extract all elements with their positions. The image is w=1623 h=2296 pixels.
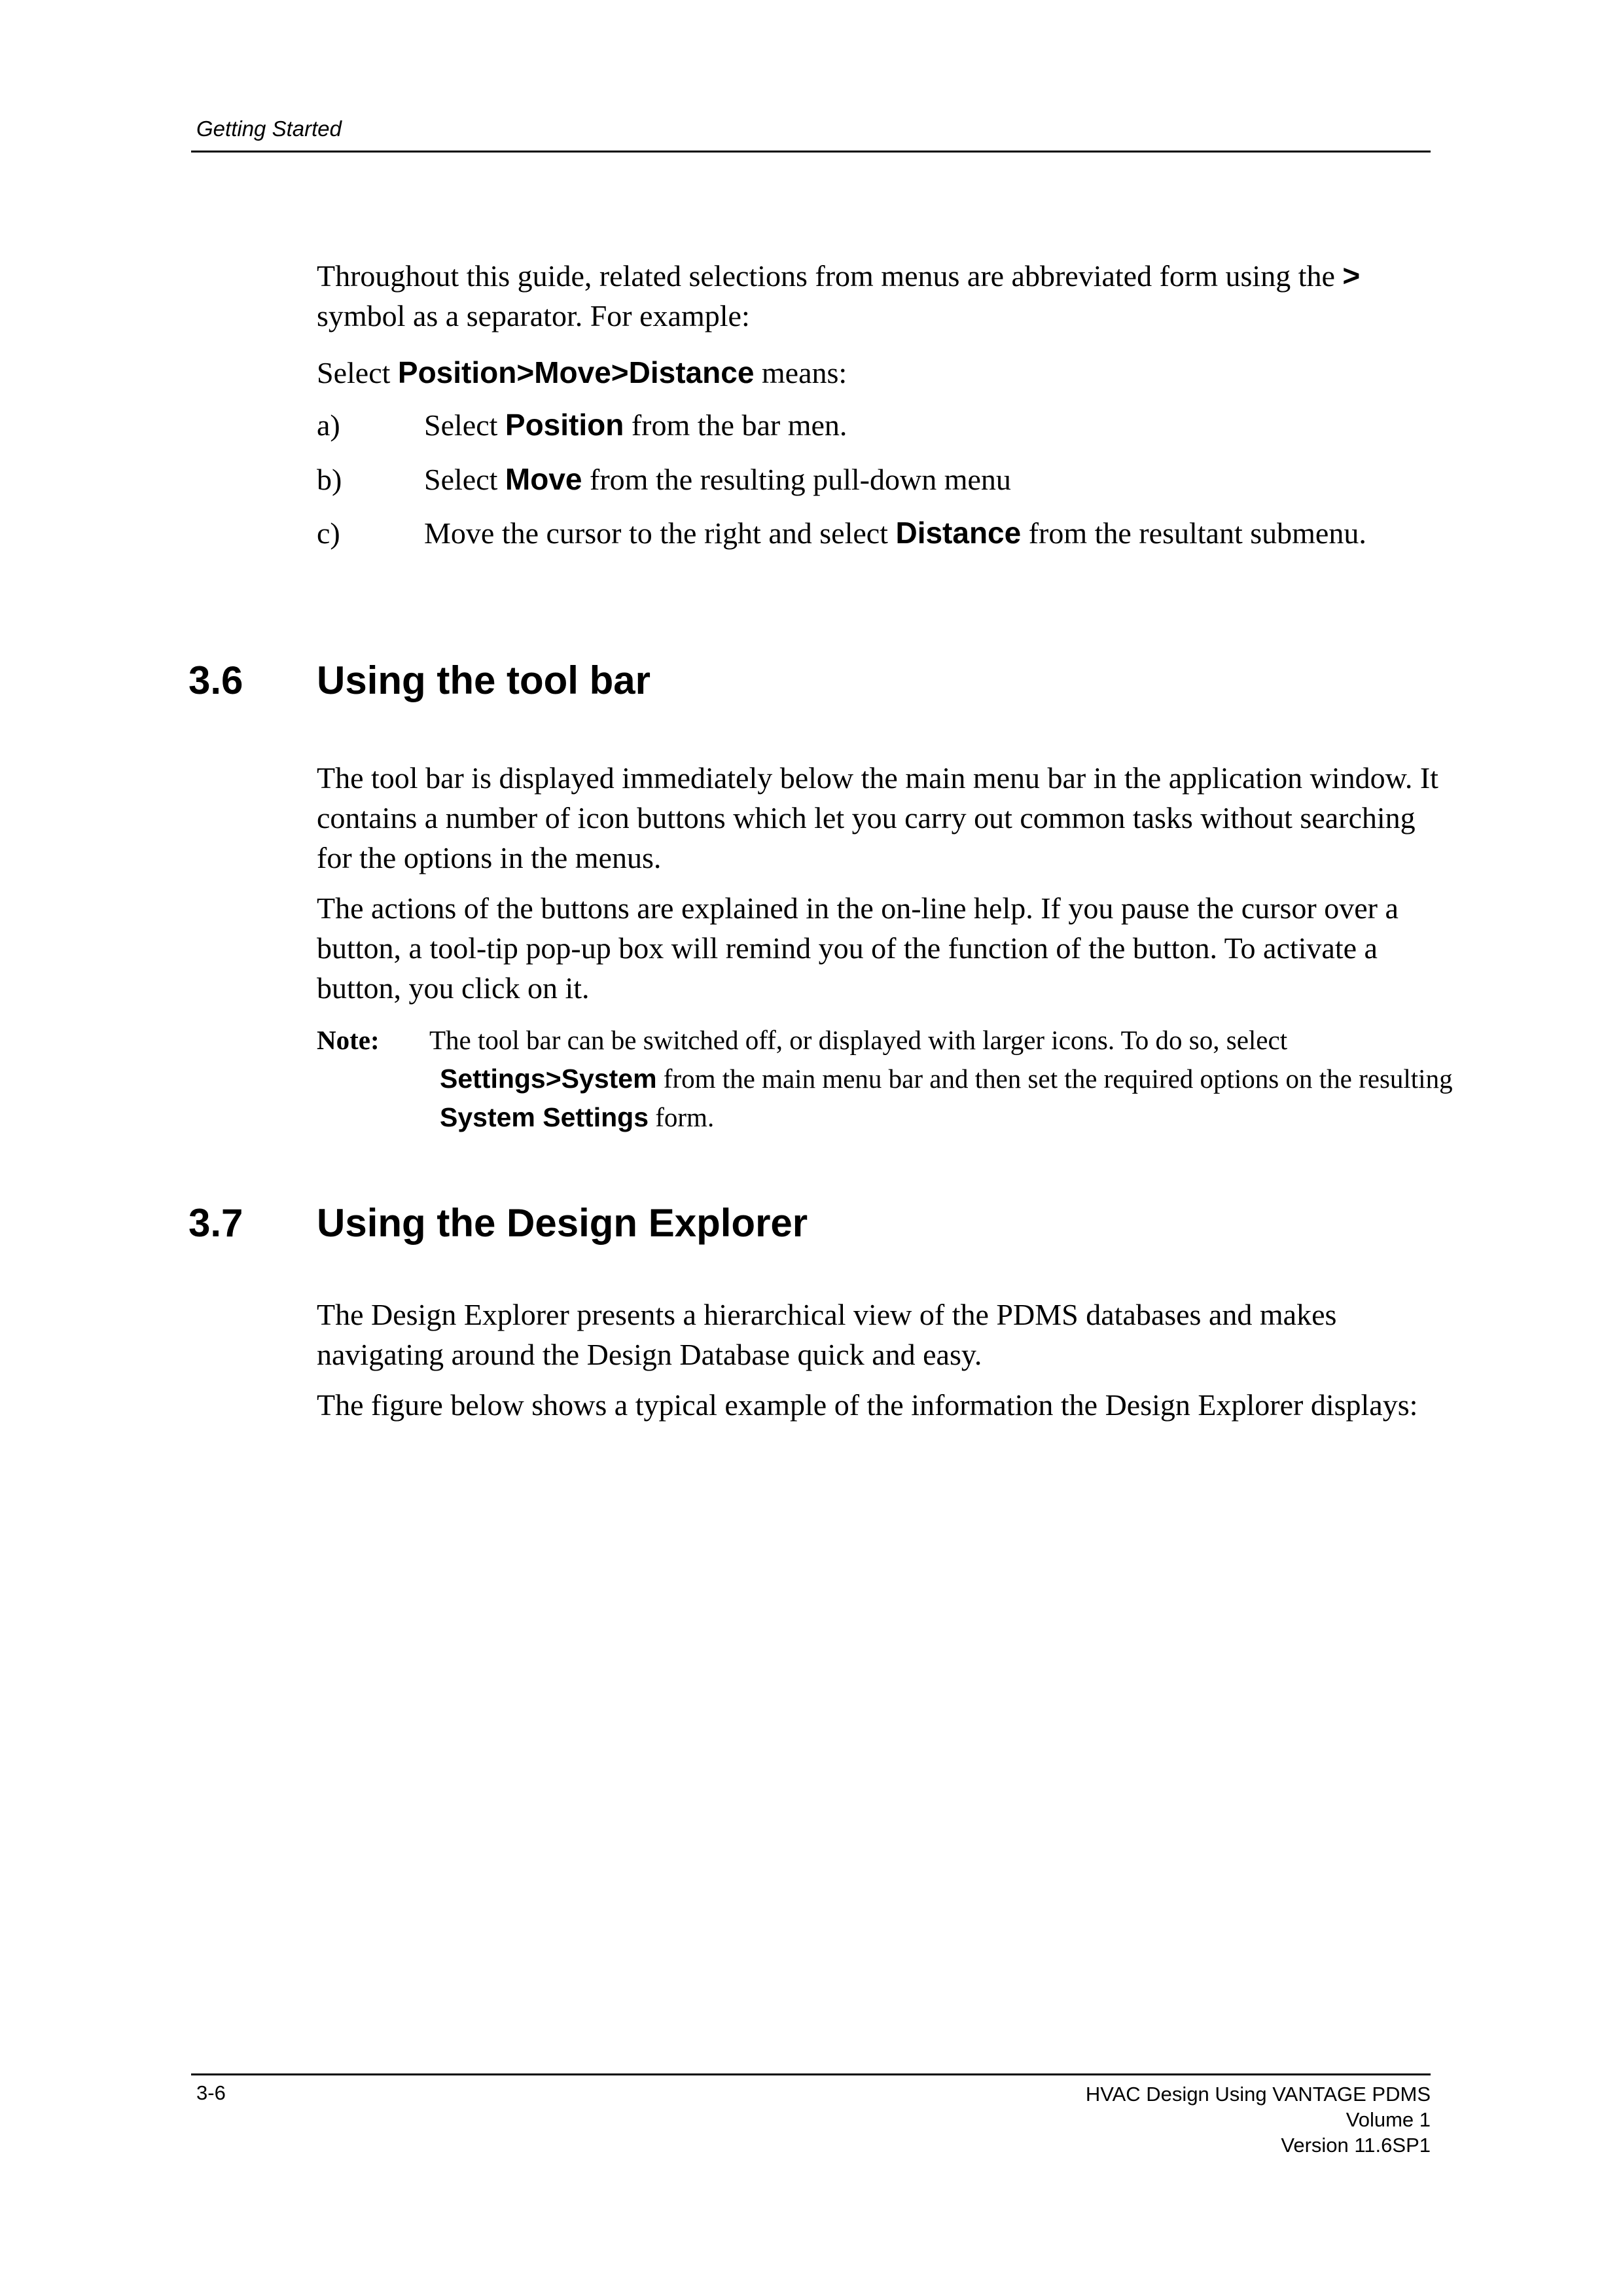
intro-paragraph: [317, 256, 1442, 336]
section-title: Using the tool bar: [317, 658, 651, 702]
note-text: The tool bar can be switched off, or displayed with larger icons. To do so, select Settings>System from the main menu bar and then set the required options on the resulting System Settings form.: [429, 1025, 1453, 1132]
document-version: Version 11.6SP1: [1281, 2134, 1431, 2157]
explorer-paragraph-1: The Design Explorer presents a hierarchical view of the PDMS databases and makes navigating around the Design Database quick and easy.: [317, 1298, 1337, 1371]
intro-text-start: Throughout this guide, related selections from menus are abbreviated form using the: [317, 259, 1343, 293]
section-number: 3.6: [188, 658, 243, 702]
explorer-paragraph-2: The figure below shows a typical example of the information the Design Explorer displays:: [317, 1388, 1418, 1422]
intro-text-end: symbol as a separator. For example:: [317, 299, 750, 332]
list-text: Move the cursor to the right and select Distance from the resultant submenu.: [424, 516, 1366, 550]
example-text-end: means:: [754, 356, 847, 389]
header-rule: [191, 151, 1431, 152]
document-volume: Volume 1: [1346, 2108, 1431, 2131]
list-marker: b): [317, 463, 342, 496]
list-marker: c): [317, 516, 340, 550]
form-name: System Settings: [440, 1102, 649, 1132]
menu-item-name: Distance: [895, 516, 1022, 550]
example-text-start: Select: [317, 356, 398, 389]
running-header: Getting Started: [196, 117, 342, 141]
separator-symbol: >: [1342, 259, 1361, 293]
list-text: Select Move from the resulting pull-down menu: [424, 462, 1011, 496]
list-text: Select Position from the bar men.: [424, 408, 847, 442]
footer-rule: [191, 2073, 1431, 2075]
example-paragraph: [317, 353, 1442, 393]
note-label: Note:: [317, 1025, 380, 1055]
section-title: Using the Design Explorer: [317, 1201, 808, 1245]
document-title: HVAC Design Using VANTAGE PDMS: [1085, 2083, 1431, 2106]
toolbar-paragraph-1: The tool bar is displayed immediately below the main menu bar in the application window. It contains a number of icon buttons which let you carry out common tasks without searching for the options in the menus.: [317, 761, 1438, 874]
menu-path: Settings>System: [440, 1064, 657, 1094]
page-number: 3-6: [196, 2081, 226, 2104]
footer-document-info: [1086, 2081, 1431, 2158]
section-number: 3.7: [188, 1201, 243, 1245]
list-marker: a): [317, 408, 340, 442]
menu-item-name: Move: [505, 462, 582, 496]
menu-item-name: Position: [505, 408, 624, 442]
toolbar-paragraph-2: The actions of the buttons are explained in the on-line help. If you pause the cursor over a button, a tool-tip pop-up box will remind you of the function of the button. To activate a button, you click on it.: [317, 891, 1399, 1005]
menu-path: Position>Move>Distance: [397, 355, 755, 389]
